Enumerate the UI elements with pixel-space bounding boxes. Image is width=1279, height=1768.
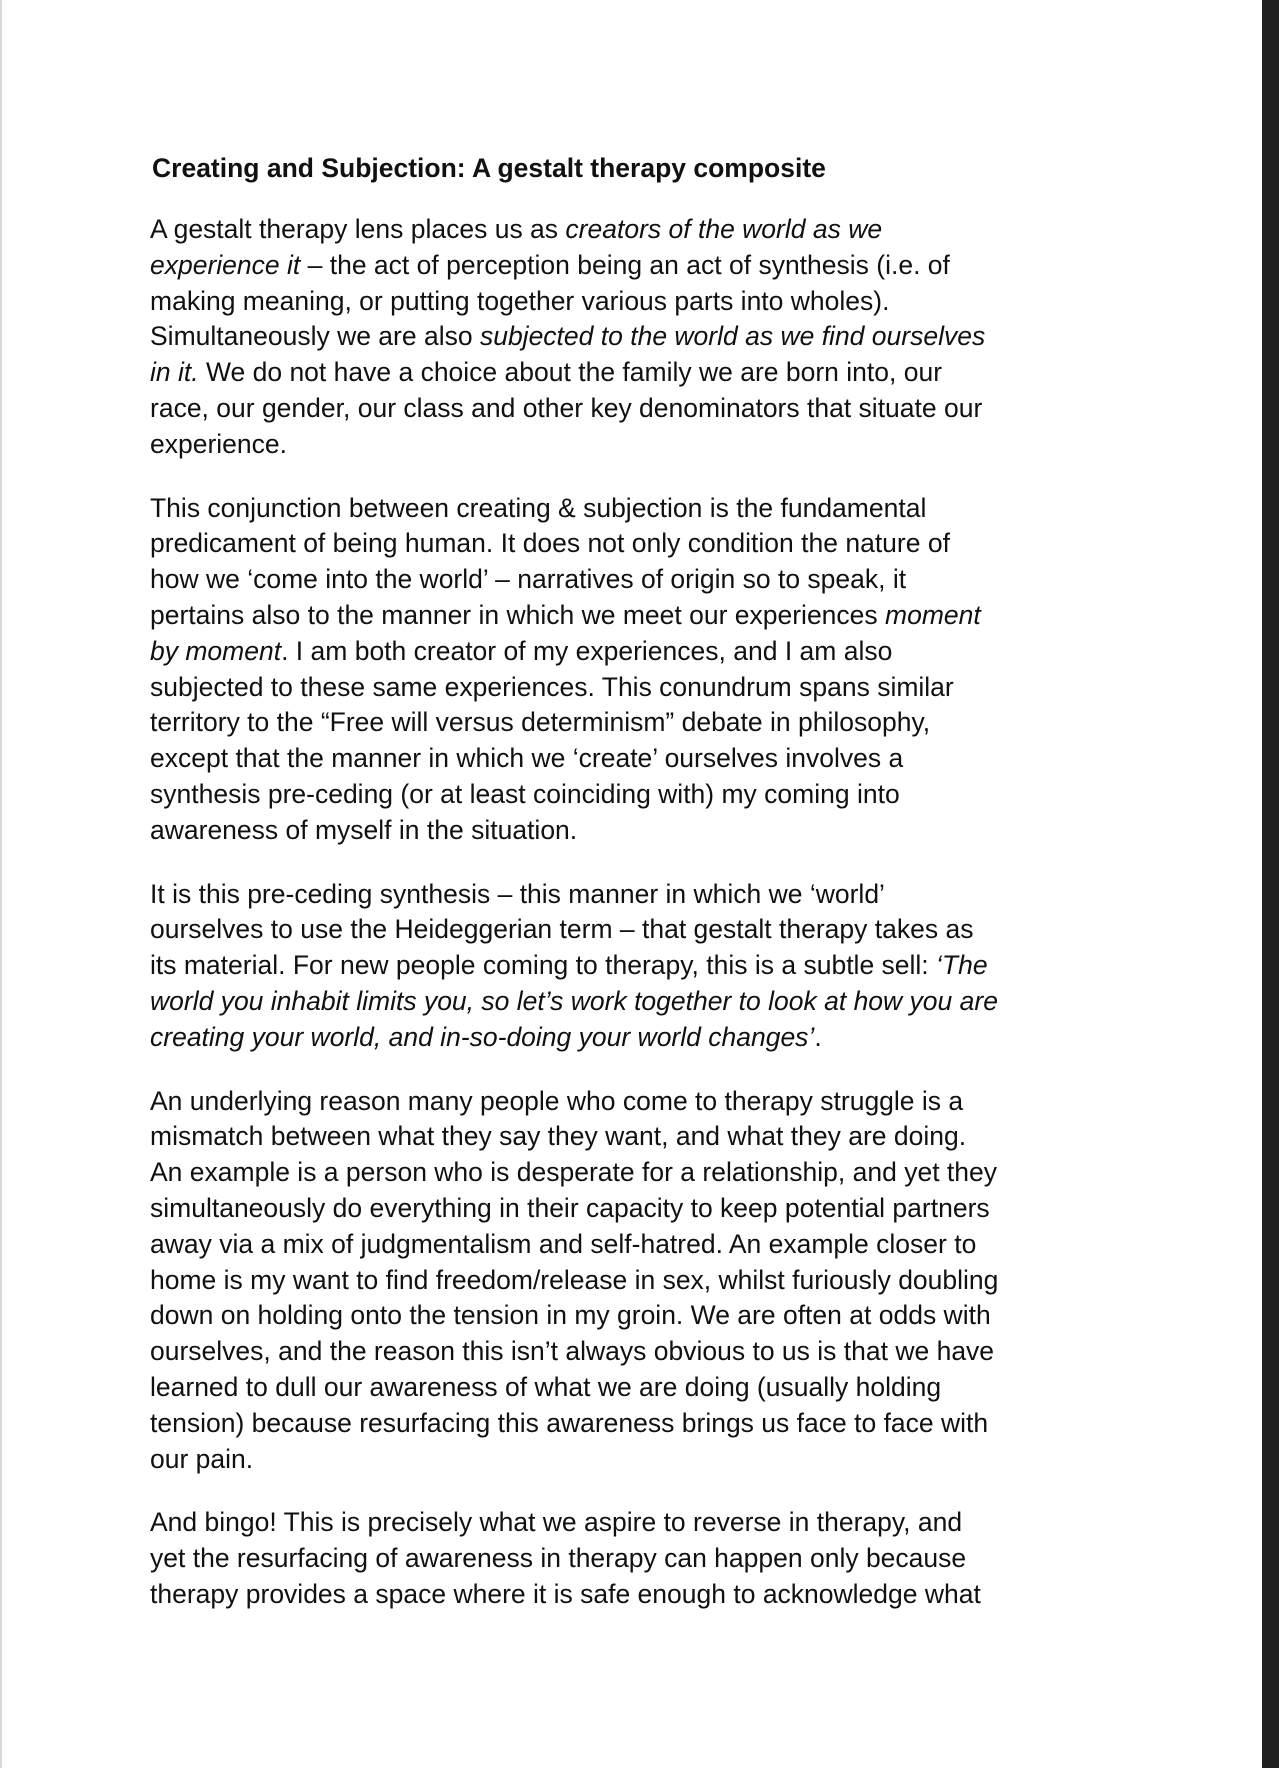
window-edge — [1262, 0, 1279, 1768]
text-line — [150, 984, 1130, 1020]
paragraph — [150, 1084, 1130, 1478]
text-run: . — [814, 1021, 822, 1052]
text-run: ourselves to use the Heideggerian term – that gestalt therapy takes as — [150, 914, 974, 945]
text-run: therapy provides a space where it is safe enough to acknowledge what — [150, 1578, 981, 1609]
text-run: race, our gender, our class and other key denominators that situate our — [150, 392, 983, 423]
text-line — [150, 1505, 1130, 1541]
italic-text: creating your world, and in-so-doing your world changes’ — [150, 1021, 815, 1052]
italic-text: in it. — [150, 357, 199, 388]
text-run: territory to the “Free will versus determinism” debate in philosophy, — [150, 707, 931, 738]
text-run: – the act of perception being an act of synthesis (i.e. of — [300, 249, 950, 280]
text-line — [150, 1442, 1130, 1478]
paragraph — [150, 491, 1130, 849]
text-run: our pain. — [150, 1443, 254, 1474]
text-run: how we ‘come into the world’ – narratives of origin so to speak, it — [150, 564, 907, 595]
text-line — [150, 634, 1130, 670]
text-line — [150, 1541, 1130, 1577]
text-line — [150, 1155, 1130, 1191]
text-line — [150, 1263, 1130, 1299]
text-run: Simultaneously we are also — [150, 321, 480, 352]
italic-text: ‘The — [936, 950, 988, 981]
text-run: subjected to these same experiences. This conundrum spans similar — [150, 671, 954, 702]
text-run: down on holding onto the tension in my groin. We are often at odds with — [150, 1300, 991, 1331]
text-run: tension) because resurfacing this awareness brings us face to face with — [150, 1407, 989, 1438]
italic-text: experience it — [150, 249, 301, 280]
text-run: This conjunction between creating & subjection is the fundamental — [150, 492, 927, 523]
text-run: We do not have a choice about the family we are born into, our — [198, 357, 943, 388]
text-line — [150, 741, 1130, 777]
text-line — [150, 1577, 1130, 1613]
text-run: mismatch between what they say they want, and what they are doing. — [150, 1121, 967, 1152]
page-left-border — [0, 0, 2, 1768]
paragraph — [150, 877, 1130, 1056]
text-run: away via a mix of judgmentalism and self-hatred. An example closer to — [150, 1228, 977, 1259]
text-run: ourselves, and the reason this isn’t always obvious to us is that we have — [150, 1336, 995, 1367]
text-line — [150, 1298, 1130, 1334]
text-line — [150, 1084, 1130, 1120]
text-line — [150, 1191, 1130, 1227]
text-line — [150, 670, 1130, 706]
text-run: . I am both creator of my experiences, and I am also — [281, 635, 893, 666]
text-run: experience. — [150, 428, 288, 459]
text-run: except that the manner in which we ‘create’ ourselves involves a — [150, 743, 904, 774]
text-line — [150, 391, 1130, 427]
text-line — [150, 705, 1130, 741]
text-run: home is my want to find freedom/release in sex, whilst furiously doubling — [150, 1264, 999, 1295]
text-line — [150, 284, 1130, 320]
text-run: learned to dull our awareness of what we are doing (usually holding — [150, 1371, 942, 1402]
text-run: An underlying reason many people who come to therapy struggle is a — [150, 1085, 964, 1116]
text-line — [150, 248, 1130, 284]
text-line — [150, 319, 1130, 355]
text-line — [150, 1406, 1130, 1442]
text-run: making meaning, or putting together various parts into wholes). — [150, 285, 890, 316]
text-run: simultaneously do everything in their capacity to keep potential partners — [150, 1192, 990, 1223]
text-run: synthesis pre-ceding (or at least coinciding with) my coming into — [150, 778, 900, 809]
text-run: And bingo! This is precisely what we aspire to reverse in therapy, and — [150, 1507, 963, 1538]
text-line — [150, 1119, 1130, 1155]
paragraph — [150, 212, 1130, 463]
text-run: A gestalt therapy lens places us as — [150, 214, 566, 244]
text-run: its material. For new people coming to therapy, this is a subtle sell: — [150, 950, 937, 981]
text-line — [150, 912, 1130, 948]
text-line — [150, 526, 1130, 562]
text-line — [150, 355, 1130, 391]
document-body — [150, 150, 1130, 1641]
text-line — [150, 948, 1130, 984]
text-line — [150, 1370, 1130, 1406]
text-line — [150, 491, 1130, 527]
paragraph-list — [150, 212, 1130, 1613]
text-line — [150, 212, 1130, 248]
text-line — [150, 1334, 1130, 1370]
italic-text: subjected to the world as we find ourselves — [479, 321, 986, 352]
italic-text: moment — [885, 599, 981, 630]
italic-text: world you inhabit limits you, so let’s work together to look at how you are — [150, 985, 998, 1016]
text-run: pertains also to the manner in which we meet our experiences — [150, 599, 886, 630]
text-run: yet the resurfacing of awareness in therapy can happen only because — [150, 1543, 967, 1574]
text-run: It is this pre-ceding synthesis – this manner in which we ‘world’ — [150, 878, 885, 909]
italic-text: by moment — [150, 635, 282, 666]
text-line — [150, 877, 1130, 913]
text-run: An example is a person who is desperate for a relationship, and yet they — [150, 1157, 998, 1188]
text-line — [150, 598, 1130, 634]
paragraph — [150, 1505, 1130, 1612]
text-line — [150, 1227, 1130, 1263]
text-line — [150, 427, 1130, 463]
page-title: Creating and Subjection: A gestalt therapy composite — [152, 153, 826, 183]
text-run: predicament of being human. It does not only condition the nature of — [150, 528, 950, 559]
text-line — [150, 1020, 1130, 1056]
italic-text: creators of the world as we — [565, 214, 883, 244]
text-line — [150, 562, 1130, 598]
text-line — [150, 777, 1130, 813]
text-line — [150, 813, 1130, 849]
text-run: awareness of myself in the situation. — [150, 814, 578, 845]
